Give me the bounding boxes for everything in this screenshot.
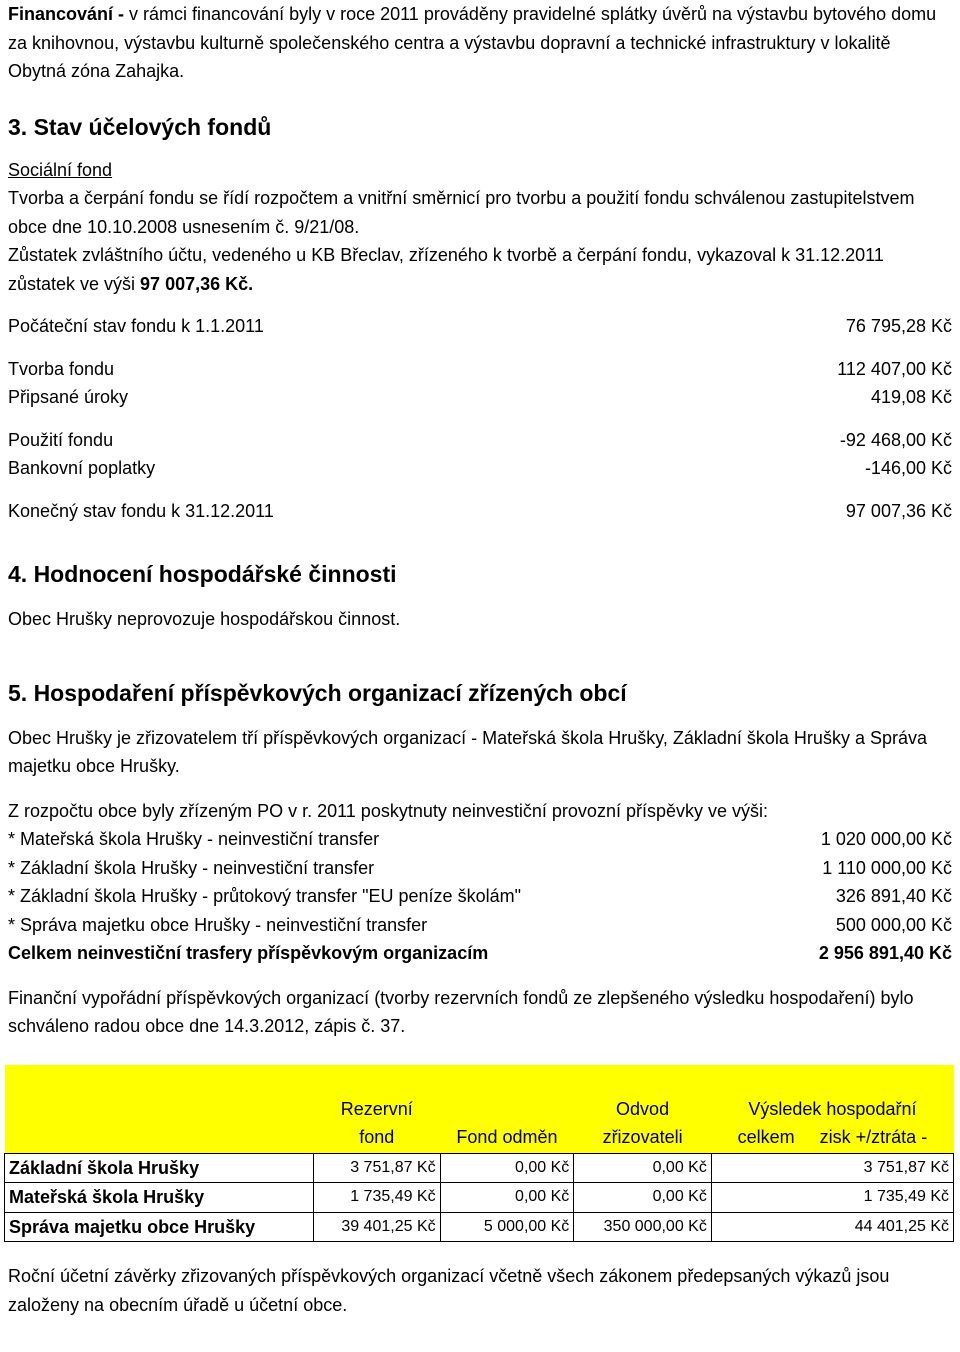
transfer-label: * Mateřská škola Hrušky - neinvestiční transfer bbox=[8, 829, 380, 849]
transfer-label: * Správa majetku obce Hrušky - neinvestiční transfer bbox=[8, 914, 428, 935]
fund-row bbox=[8, 454, 952, 483]
fund-row bbox=[8, 383, 952, 412]
fund-row-value: 419,08 Kč bbox=[870, 387, 952, 407]
fund-row bbox=[8, 312, 952, 341]
transfer-value: 1 020 000,00 Kč bbox=[820, 829, 952, 849]
table-header-levy bbox=[574, 1065, 712, 1154]
reserve-fund-table bbox=[4, 1065, 954, 1243]
transfer-value: 500 000,00 Kč bbox=[835, 914, 952, 935]
header-result-line1: Výsledek hospodařní bbox=[748, 1098, 917, 1119]
fund-row-value: 112 407,00 Kč bbox=[837, 358, 952, 379]
table-cell-levy: 0,00 Kč bbox=[574, 1153, 712, 1183]
transfer-total-value: 2 956 891,40 Kč bbox=[818, 943, 952, 963]
transfer-row bbox=[8, 854, 952, 883]
table-header-result bbox=[711, 1065, 953, 1154]
section5-paragraph: Obec Hrušky je zřizovatelem tří příspěvkových organizací - Mateřská škola Hrušky, Základní škola Hrušky a Správa majetku obce Hrušky. bbox=[8, 727, 927, 776]
transfer-value: 1 110 000,00 Kč bbox=[822, 857, 952, 878]
fund-row-value: -146,00 Kč bbox=[864, 458, 952, 478]
intro-paragraph bbox=[8, 0, 952, 86]
fund-row-value: -92 468,00 Kč bbox=[839, 429, 952, 450]
transfer-row bbox=[8, 825, 952, 854]
balance-text: Zůstatek zvláštního účtu, vedeného u KB Břeclav, zřízeného k tvorbě a čerpání fondu, vykazoval k 31.12.2011 zůstatek ve výši bbox=[8, 245, 884, 294]
fund-row-value: 97 007,36 Kč bbox=[845, 500, 952, 521]
fund-row-label: Počáteční stav fondu k 1.1.2011 bbox=[8, 316, 264, 336]
table-cell-org: Základní škola Hrušky bbox=[5, 1153, 314, 1183]
footer-paragraph: Roční účetní závěrky zřizovaných příspěvkových organizací včetně všech zákonem předepsaných výkazů jsou založeny na obecním úřadě u účetní obce. bbox=[8, 1266, 890, 1315]
table-cell-reserve: 1 735,49 Kč bbox=[314, 1183, 441, 1213]
table-cell-reward: 0,00 Kč bbox=[440, 1153, 574, 1183]
table-cell-reserve: 39 401,25 Kč bbox=[314, 1212, 441, 1242]
fund-row-label: Použití fondu bbox=[8, 429, 114, 450]
table-row bbox=[5, 1212, 954, 1242]
section4-text: Obec Hrušky neprovozuje hospodářskou činnost. bbox=[8, 609, 401, 629]
fund-row-label: Připsané úroky bbox=[8, 387, 129, 407]
intro-text: v rámci financování byly v roce 2011 prováděny pravidelné splátky úvěrů na výstavbu bytového domu za knihovnou, výstavbu kulturně společenského centra a výstavbu dopravní a technické infrastruktury v lokalitě Obytná zóna Zahajka. bbox=[8, 4, 937, 81]
section5-transfers-intro: Z rozpočtu obce byly zřízeným PO v r. 2011 poskytnuty neinvestiční provozní příspěvky ve výši: bbox=[8, 800, 768, 821]
table-header-reserve bbox=[314, 1065, 441, 1154]
balance-amount: 97 007,36 Kč. bbox=[140, 273, 254, 294]
transfer-list bbox=[8, 825, 952, 968]
social-fund-subheading: Sociální fond bbox=[8, 159, 113, 180]
header-reserve-line2: fond bbox=[359, 1126, 395, 1147]
fund-row bbox=[8, 497, 952, 526]
table-cell-org: Mateřská škola Hrušky bbox=[5, 1183, 314, 1213]
transfer-row bbox=[8, 882, 952, 911]
header-result-line2: celkem zisk +/ztráta - bbox=[737, 1126, 928, 1147]
transfer-row bbox=[8, 911, 952, 940]
table-cell-levy: 0,00 Kč bbox=[574, 1183, 712, 1213]
header-reserve-line1: Rezervní bbox=[340, 1098, 413, 1119]
transfer-label: * Základní škola Hrušky - neinvestiční transfer bbox=[8, 857, 375, 878]
table-cell-reserve: 3 751,87 Kč bbox=[314, 1153, 441, 1183]
fund-row bbox=[8, 426, 952, 455]
header-reward: Fond odměn bbox=[456, 1126, 558, 1147]
table-row bbox=[5, 1183, 954, 1213]
table-cell-levy: 350 000,00 Kč bbox=[574, 1212, 712, 1242]
table-cell-org: Správa majetku obce Hrušky bbox=[5, 1212, 314, 1242]
table-cell-reward: 0,00 Kč bbox=[440, 1183, 574, 1213]
fund-row-label: Bankovní poplatky bbox=[8, 458, 156, 478]
fund-row bbox=[8, 355, 952, 384]
transfer-total-label: Celkem neinvestiční trasfery příspěvkovým organizacím bbox=[8, 943, 489, 963]
table-cell-reward: 5 000,00 Kč bbox=[440, 1212, 574, 1242]
transfer-label: * Základní škola Hrušky - průtokový transfer "EU peníze školám" bbox=[8, 886, 521, 906]
table-cell-result: 44 401,25 Kč bbox=[711, 1212, 953, 1242]
table-cell-result: 1 735,49 Kč bbox=[711, 1183, 953, 1213]
transfer-total-row bbox=[8, 939, 952, 968]
table-row bbox=[5, 1153, 954, 1183]
social-fund-balance-paragraph bbox=[8, 241, 952, 298]
table-cell-result: 3 751,87 Kč bbox=[711, 1153, 953, 1183]
fund-row-value: 76 795,28 Kč bbox=[845, 316, 952, 336]
document-page bbox=[8, 0, 952, 1319]
table-header-row bbox=[5, 1065, 954, 1154]
section4-heading: 4. Hodnocení hospodářské činnosti bbox=[8, 561, 397, 587]
social-fund-paragraph: Tvorba a čerpání fondu se řídí rozpočtem a vnitřní směrnicí pro tvorbu a použití fondu schválenou zastupitelstvem obce dne 10.10.2008 usnesením č. 9/21/08. bbox=[8, 188, 915, 237]
fund-summary bbox=[8, 312, 952, 525]
transfer-value: 326 891,40 Kč bbox=[835, 886, 952, 906]
section3-heading: 3. Stav účelových fondů bbox=[8, 113, 272, 140]
section5-heading: 5. Hospodaření příspěvkových organizací zřízených obcí bbox=[8, 679, 627, 706]
settlement-paragraph: Finanční vypořádní příspěvkových organizací (tvorby rezervních fondů ze zlepšeného výsledku hospodaření) bylo schváleno radou obce dne 14.3.2012, zápis č. 37. bbox=[8, 987, 914, 1036]
header-levy-line1: Odvod bbox=[616, 1098, 670, 1119]
fund-row-label: Tvorba fondu bbox=[8, 358, 115, 379]
table-header-reward bbox=[440, 1065, 574, 1154]
intro-label: Financování - bbox=[8, 4, 125, 24]
header-levy-line2: zřizovateli bbox=[602, 1126, 683, 1147]
fund-row-label: Konečný stav fondu k 31.12.2011 bbox=[8, 500, 274, 521]
table-header-empty bbox=[5, 1065, 314, 1154]
